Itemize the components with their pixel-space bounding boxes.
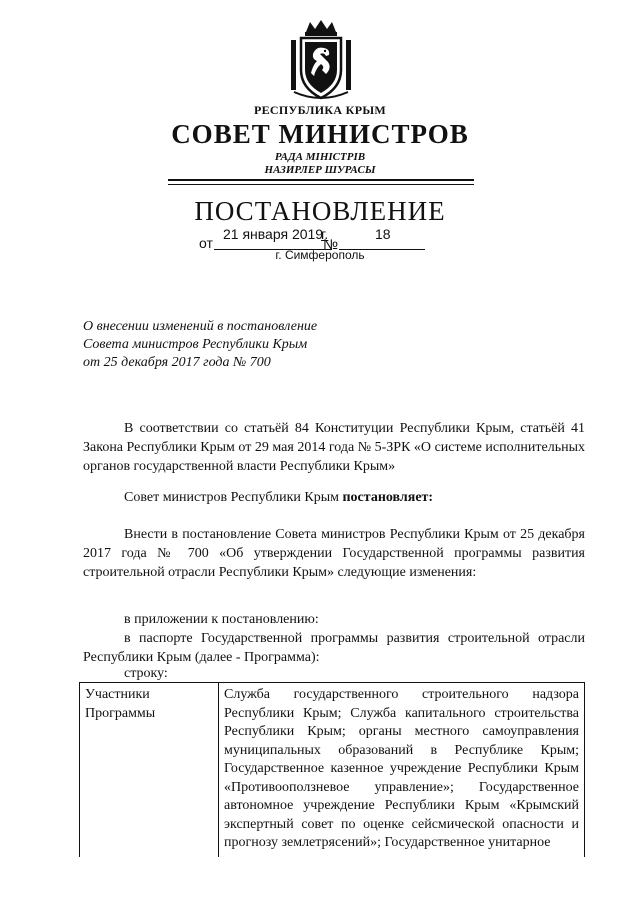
paragraph-basis-text: В соответствии со статьёй 84 Конституции Республики Крым, статьёй 41 Закона Республики Крым от 29 мая 2014 года № 5-ЗРК «О системе исполнительных органов государственной власти Республики Крым» [83,421,585,474]
council-name-crh: НАЗИРЛЕР ШУРАСЫ [264,164,376,176]
header-rule-thin [168,184,474,185]
coat-of-arms-icon [286,18,356,102]
table-row [80,683,585,857]
paragraph-amend [83,525,585,582]
paragraph-decree [83,488,585,507]
paragraph-passport-text: в паспорте Государственной программы развития строительной отрасли Республики Крым (далее - Программа): [83,631,585,665]
number-prefix: № [323,236,339,252]
paragraph-passport [83,629,585,667]
city: г. Симферополь [275,248,365,262]
program-table [79,682,585,857]
title-line-3: от 25 декабря 2017 года № 700 [83,355,271,370]
paragraph-appendix: в приложении к постановлению: [124,612,319,627]
council-name: СОВЕТ МИНИСТРОВ [171,119,469,149]
council-name-ua: РАДА МІНІСТРІВ [274,151,366,163]
paragraph-basis [83,419,585,476]
table-label-cell: Участники Программы [80,683,219,857]
document-title [83,318,317,372]
paragraph-decree-text: Совет министров Республики Крым [124,490,343,505]
year-suffix: г. [321,226,329,242]
header-rule-thick [168,179,474,181]
title-line-2: Совета министров Республики Крым [83,337,308,352]
document-number: 18 [375,226,391,242]
decree-verb: постановляет: [342,490,434,505]
paragraph-row: строку: [124,666,168,681]
paragraph-amend-text: Внести в постановление Совета министров Республики Крым от 25 декабря 2017 года № 700 «Об утверждении Государственной программы развития строительной отрасли Республики Крым» следующие изменения: [83,527,585,580]
date-prefix: от [199,235,213,251]
document-type: ПОСТАНОВЛЕНИЕ [194,196,446,226]
title-line-1: О внесении изменений в постановление [83,319,318,334]
republic-name: РЕСПУБЛИКА КРЫМ [253,103,387,117]
table-value-cell: Служба государственного строительного надзора Республики Крым; Служба капитального строительства Республики Крым; органы местного самоуправления муниципальных образований в Республике Крым; Государственное казенное учреждение Республики Крым «Противооползневое управление»; Государственное автономное учреждение Республики Крым «Крымский экспертный совет по оценке сейсмической опасности и прогнозу землетрясений»; Государственное унитарное [219,683,585,857]
document-date: 21 января 2019 [223,226,324,242]
